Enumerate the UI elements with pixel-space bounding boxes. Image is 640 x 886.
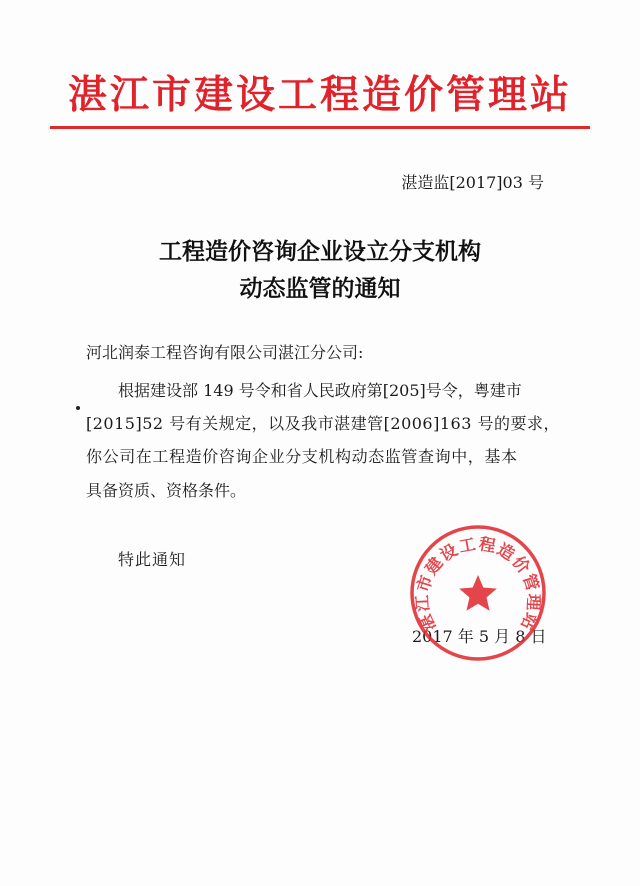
letterhead-title: 湛江市建设工程造价管理站 <box>67 72 572 118</box>
notice-title-line2: 动态监管的通知 <box>239 275 401 302</box>
closing-text: 特此通知 <box>118 550 187 569</box>
letterhead-rule <box>50 126 590 129</box>
body-line-4: 具备资质、资格条件。 <box>86 481 247 500</box>
body-line-2: [2015]52 号有关规定，以及我市湛建管[2006]163 号的要求， <box>86 414 560 433</box>
seal-star-icon <box>459 575 497 611</box>
notice-title-line1: 工程造价咨询企业设立分支机构 <box>159 238 481 265</box>
document-number: 湛造监[2017]03 号 <box>401 173 544 192</box>
addressee: 河北润泰工程咨询有限公司湛江分公司: <box>86 343 364 362</box>
issue-date: 2017 年 5 月 8 日 <box>412 627 547 646</box>
ink-dot <box>76 406 80 410</box>
body-line-3: 你公司在工程造价咨询企业分支机构动态监管查询中，基本 <box>86 447 518 466</box>
body-line-1: 根据建设部 149 号令和省人民政府第[205]号令，粤建市 <box>118 381 522 400</box>
official-seal <box>408 523 548 663</box>
seal-text: 湛江市建设工程造价管理站 <box>412 534 544 635</box>
